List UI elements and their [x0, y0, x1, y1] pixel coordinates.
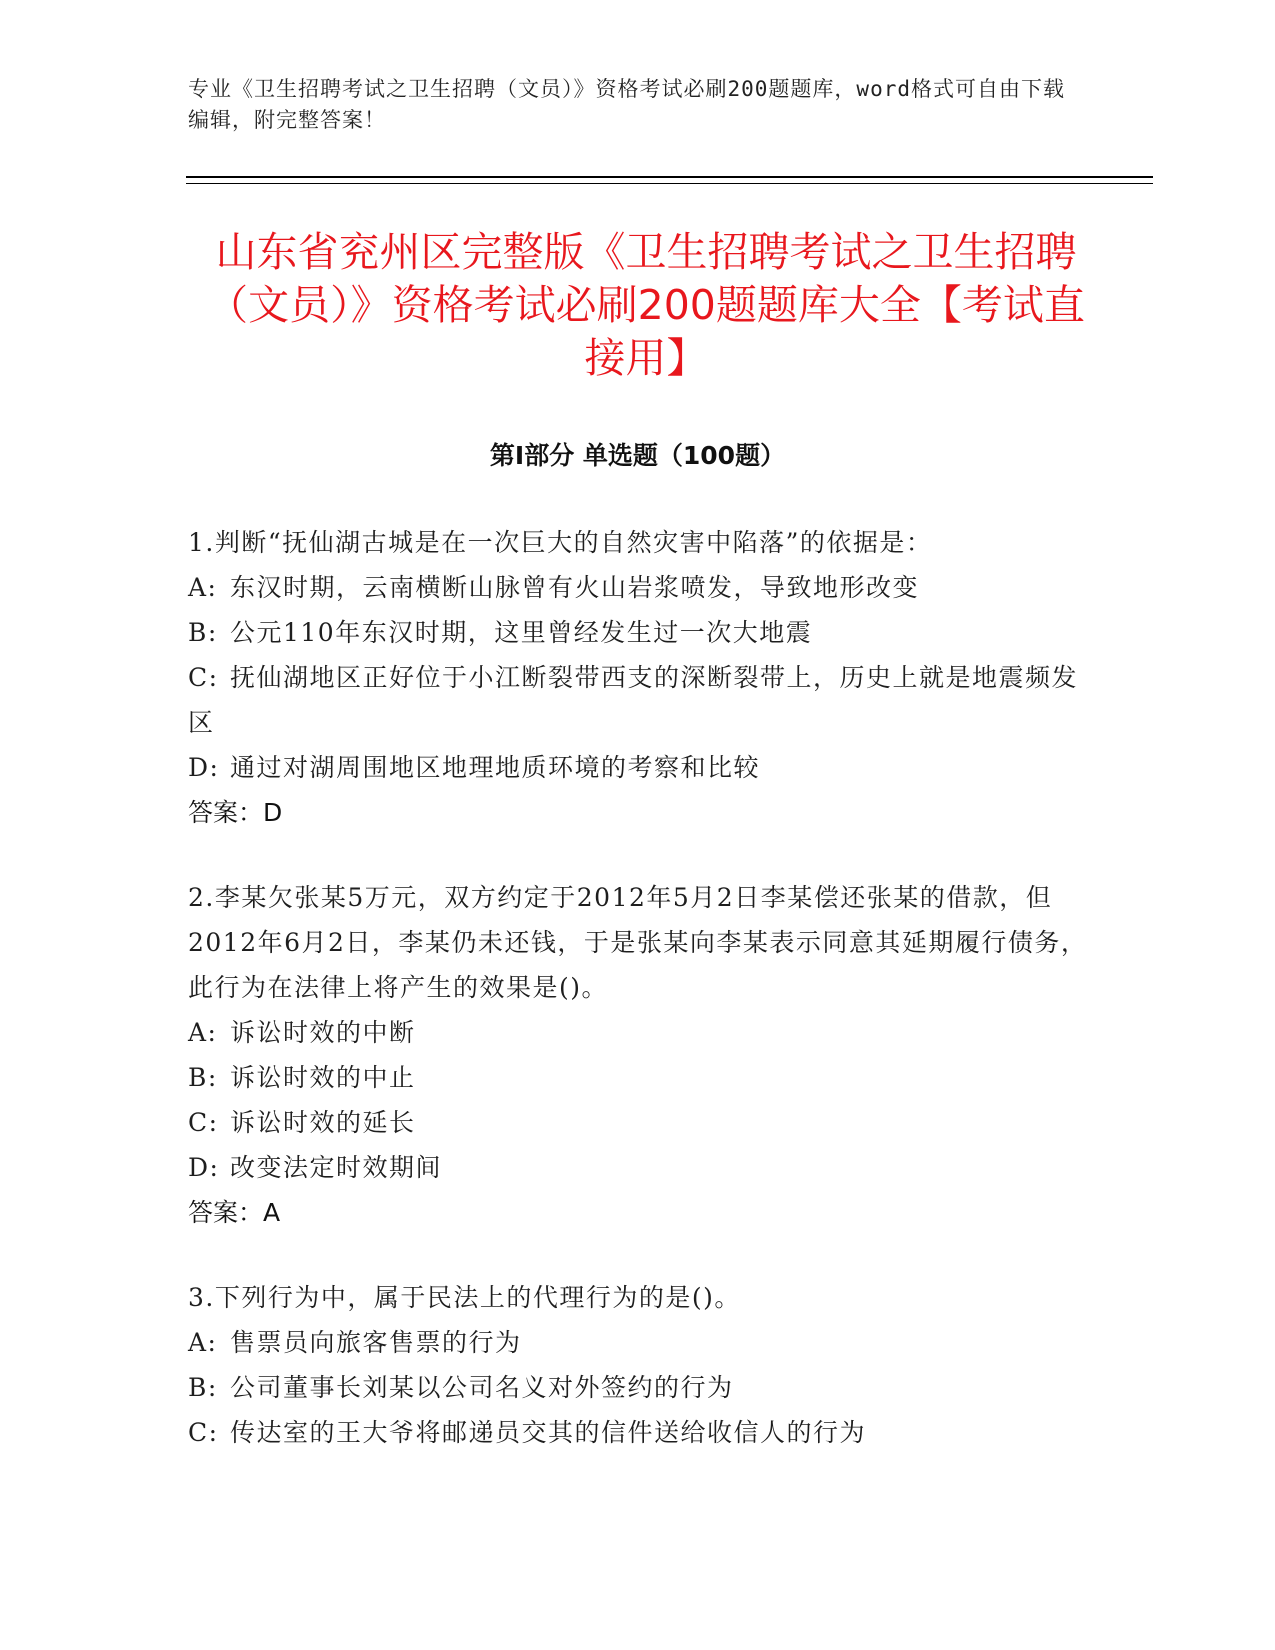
option-letter: B: [188, 1063, 218, 1092]
option-text: 诉讼时效的中断 [230, 1018, 416, 1047]
option-text: 传达室的王大爷将邮递员交其的信件送给收信人的行为 [230, 1418, 867, 1447]
option-letter: C: [188, 1108, 219, 1137]
question-list [188, 520, 1088, 1495]
option-text: 改变法定时效期间 [230, 1153, 443, 1182]
option-c [188, 1410, 1088, 1455]
option-letter: A: [188, 573, 218, 602]
option-text: 公司董事长刘某以公司名义对外签约的行为 [230, 1373, 734, 1402]
answer-line: 答案：D [188, 798, 283, 827]
option-text: 通过对湖周围地区地理地质环境的考察和比较 [230, 753, 761, 782]
option-text: 诉讼时效的延长 [230, 1108, 416, 1137]
question-3 [188, 1275, 1088, 1455]
option-a [188, 1010, 1088, 1055]
option-text: 售票员向旅客售票的行为 [230, 1328, 522, 1357]
header-divider-thick [186, 176, 1153, 178]
question-2 [188, 875, 1088, 1235]
option-b [188, 1055, 1088, 1100]
option-text: 抚仙湖地区正好位于小江断裂带西支的深断裂带上，历史上就是地震频发区 [188, 663, 1079, 737]
option-a [188, 565, 1088, 610]
option-letter: C: [188, 663, 219, 692]
option-text: 诉讼时效的中止 [230, 1063, 416, 1092]
option-letter: B: [188, 1373, 218, 1402]
option-c [188, 655, 1088, 745]
option-letter: D: [188, 753, 220, 782]
header-note: 专业《卫生招聘考试之卫生招聘（文员）》资格考试必刷200题题库，word格式可自由下载编辑，附完整答案！ [188, 77, 1065, 132]
option-letter: C: [188, 1418, 219, 1447]
header-divider-thin [186, 183, 1153, 184]
document-title: 山东省兖州区完整版《卫生招聘考试之卫生招聘（文员）》资格考试必刷200题题库大全【考试直接用】 [207, 228, 1085, 382]
option-b [188, 1365, 1088, 1410]
option-c [188, 1100, 1088, 1145]
question-stem: 2.李某欠张某5万元，双方约定于2012年5月2日李某偿还张某的借款，但2012年6月2日，李某仍未还钱，于是张某向李某表示同意其延期履行债务，此行为在法律上将产生的效果是()。 [188, 883, 1088, 1002]
option-text: 东汉时期，云南横断山脉曾有火山岩浆喷发，导致地形改变 [230, 573, 920, 602]
option-text: 公元110年东汉时期，这里曾经发生过一次大地震 [230, 618, 813, 647]
option-d [188, 745, 1088, 790]
option-letter: B: [188, 618, 218, 647]
question-1 [188, 520, 1088, 835]
option-d [188, 1145, 1088, 1190]
option-letter: D: [188, 1153, 220, 1182]
option-letter: A: [188, 1018, 218, 1047]
option-letter: A: [188, 1328, 218, 1357]
option-b [188, 610, 1088, 655]
option-a [188, 1320, 1088, 1365]
question-stem: 3.下列行为中，属于民法上的代理行为的是()。 [188, 1283, 741, 1312]
section-heading: 第Ⅰ部分 单选题（100题） [489, 441, 786, 470]
answer-line: 答案：A [188, 1198, 281, 1227]
question-stem: 1.判断“抚仙湖古城是在一次巨大的自然灾害中陷落”的依据是： [188, 528, 933, 557]
